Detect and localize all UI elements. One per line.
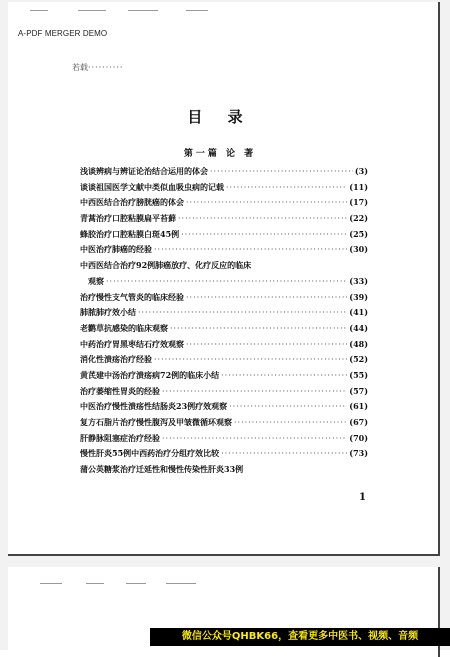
toc-entry-page: (41): [349, 307, 368, 318]
toc-list: [80, 164, 368, 478]
page2-text: [72, 62, 123, 73]
part-title: 第一篇 论 著: [183, 149, 257, 159]
page-number: 1: [359, 492, 366, 503]
toc-entry-page: (48): [349, 338, 368, 349]
toc-entry-title: 治疗慢性支气管炎的临床经验: [80, 291, 184, 302]
toc-dot-leader: [154, 242, 347, 258]
page2-entry-title: 若载: [72, 63, 88, 72]
toc-entry: [80, 337, 368, 353]
header-rule: [126, 583, 146, 584]
toc-entry-page: (55): [349, 369, 368, 380]
toc-entry: [80, 305, 368, 321]
toc-entry: [80, 368, 368, 384]
toc-entry: [80, 462, 368, 478]
toc-entry-page: (25): [349, 228, 368, 239]
toc-entry-title: 蒲公英糖浆治疗迁延性和慢性传染性肝炎33例: [80, 464, 244, 475]
toc-entry-title: 肝静脉阻塞症治疗经验: [80, 432, 160, 443]
toc-entry-page: (57): [349, 385, 368, 396]
toc-dot-leader: [162, 431, 347, 447]
toc-dot-leader: [154, 352, 347, 368]
toc-entry-title: 消化性溃疡治疗经验: [80, 354, 152, 365]
toc-dot-leader: [106, 274, 347, 290]
toc-entry-title: 浅谈辨病与辨证论治结合运用的体会: [80, 166, 208, 176]
toc-entry-page: (52): [349, 354, 368, 365]
toc-entry-page: (44): [349, 322, 368, 333]
toc-dot-leader: [186, 337, 347, 353]
header-rule: [186, 10, 208, 11]
toc-entry-title: 中西医结合治疗92例肺癌放疗、化疗反应的临床: [80, 260, 252, 271]
toc-entry-page: (11): [349, 181, 368, 192]
toc-entry-title: 蜂胶治疗口腔粘膜白斑45例: [80, 228, 180, 239]
toc-entry: [80, 321, 368, 337]
toc-entry: [80, 258, 368, 289]
toc-dot-leader: [181, 227, 347, 243]
toc-dot-leader: [186, 290, 347, 306]
header-rule: [78, 10, 106, 11]
header-rule: [166, 583, 196, 584]
toc-entry: [80, 446, 368, 462]
toc-entry-title: 黄芪建中汤治疗溃疡病72例的临床小结: [80, 369, 220, 380]
toc-entry-page: (70): [349, 432, 368, 443]
toc-entry: [80, 227, 368, 243]
toc-entry: [80, 415, 368, 431]
toc-entry-page: (39): [349, 291, 368, 302]
toc-entry-title: 中医治疗肺癌的经验: [80, 244, 152, 255]
toc-dot-leader: [186, 195, 347, 211]
toc-entry-title: 谈谈祖国医学文献中类似血吸虫病的记载: [80, 181, 224, 192]
toc-entry: [80, 384, 368, 400]
toc-entry: [80, 352, 368, 368]
toc-entry: [80, 399, 368, 415]
toc-entry-title: 治疗萎缩性胃炎的经验: [80, 385, 160, 396]
header-rule: [128, 10, 158, 11]
header-rule: [40, 583, 62, 584]
toc-entry: [80, 180, 368, 196]
toc-entry-title: 青蒿治疗口腔粘膜扁平苔藓: [80, 213, 176, 224]
toc-entry: [80, 211, 368, 227]
toc-entry-page: (17): [349, 197, 368, 208]
toc-title: 目 录: [187, 108, 253, 126]
toc-entry-title: 中医治疗慢性溃疡性结肠炎23例疗效观察: [80, 401, 228, 412]
toc-entry-page: (3): [354, 166, 368, 176]
toc-entry-continuation: [80, 274, 368, 290]
toc-entry-page: (30): [349, 244, 368, 255]
toc-entry: [80, 242, 368, 258]
toc-entry: [80, 290, 368, 306]
toc-entry-title-cont: 观察: [88, 275, 104, 286]
toc-entry-title: 肺脓肺疗效小结: [80, 307, 136, 318]
toc-dot-leader: [138, 305, 347, 321]
toc-entry-title: 中药治疗胃黑枣结石疗效观察: [80, 338, 184, 349]
toc-entry-title: 老鹳草抗感染的临床观察: [80, 322, 168, 333]
toc-dot-leader: [178, 211, 347, 227]
toc-entry-page: (22): [349, 213, 368, 224]
toc-entry-title: 复方石脂片治疗慢性腹泻及甲皱微循环观察: [80, 417, 232, 427]
toc-entry-title: 慢性肝炎55例中西药治疗分组疗效比较: [80, 448, 220, 459]
toc-dot-leader: [162, 384, 347, 400]
toc-entry-page: (33): [349, 275, 368, 286]
toc-dot-leader: [229, 399, 347, 415]
toc-entry-title: 中西医结合治疗膀胱癌的体会: [80, 197, 184, 208]
toc-entry: [80, 195, 368, 211]
watermark-text: A-PDF MERGER DEMO: [18, 29, 108, 38]
toc-dot-leader: [170, 321, 347, 337]
header-rule: [86, 583, 104, 584]
toc-entry-page: (61): [349, 401, 368, 412]
toc-dot-leader: [234, 415, 347, 431]
header-rule: [30, 10, 48, 11]
toc-entry: [80, 164, 368, 180]
toc-entry-page: (73): [349, 448, 368, 459]
toc-dot-leader: [221, 368, 347, 384]
toc-dot-leader: [210, 164, 353, 180]
toc-dot-leader: [88, 63, 123, 72]
promo-banner: 微信公众号QHBK66，查看更多中医书、视频、音频: [150, 628, 450, 646]
toc-dot-leader: [226, 180, 347, 196]
toc-dot-leader: [221, 446, 347, 462]
toc-entry-page: (67): [349, 417, 368, 427]
toc-entry: [80, 431, 368, 447]
